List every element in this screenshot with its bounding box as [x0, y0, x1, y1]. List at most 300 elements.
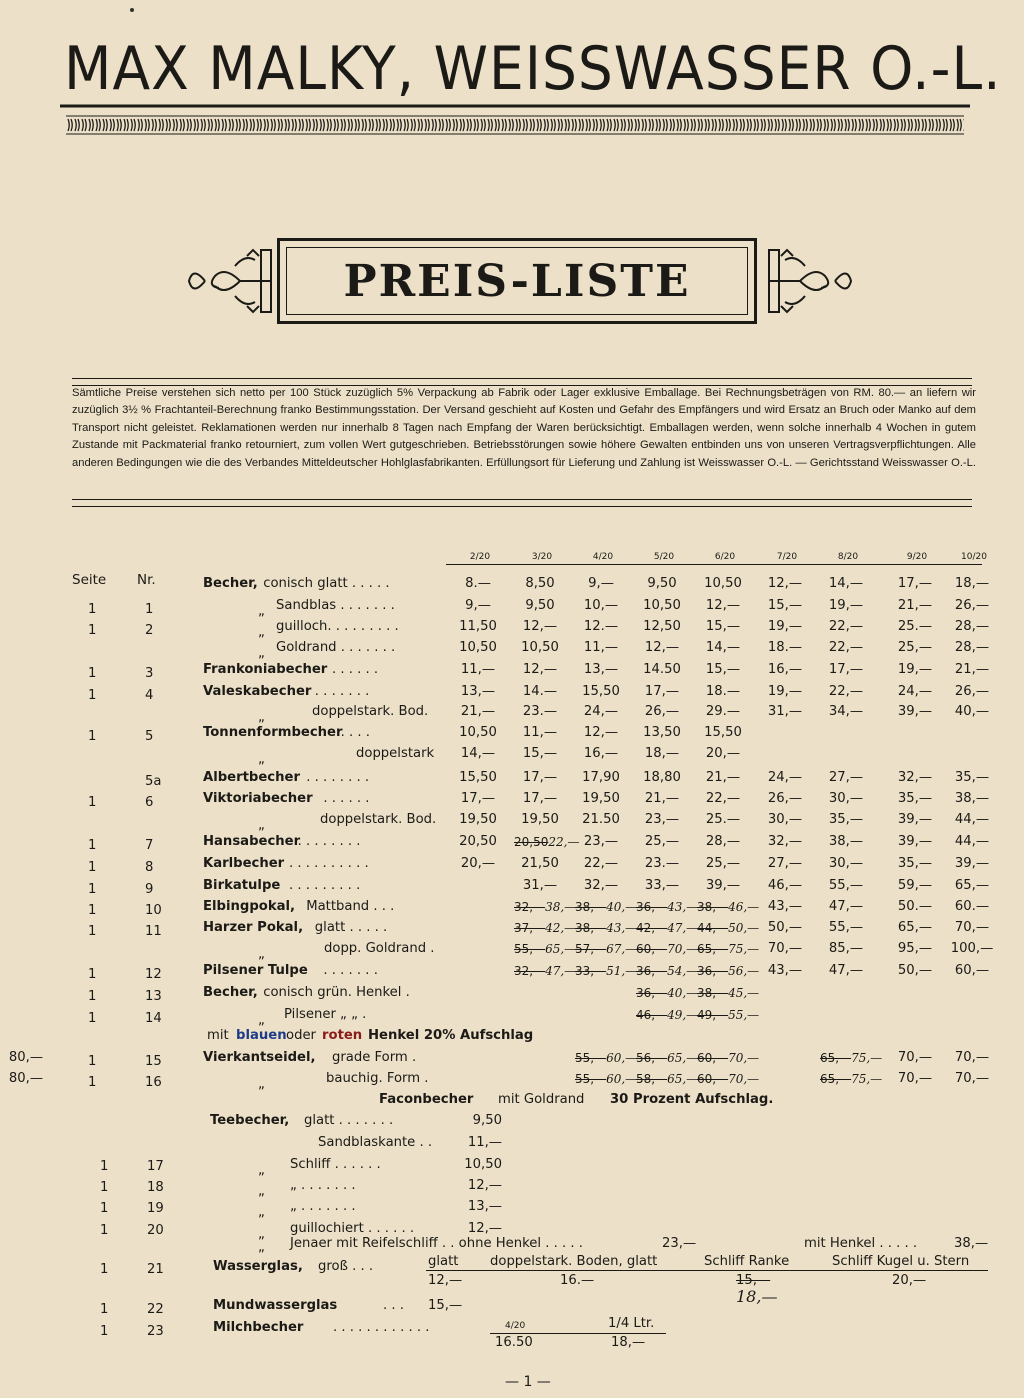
item-description: conisch glatt . . . . . [263, 576, 390, 591]
row-nr: 3 [145, 666, 154, 681]
price-cell-7: 30,— [828, 791, 864, 806]
item-name: Milchbecher [213, 1320, 304, 1335]
terms-rule-bottom [72, 499, 972, 507]
item-description: dopp. Goldrand . [324, 941, 435, 956]
price-cell-8: 59,— [897, 878, 933, 893]
milch-nr: 23 [147, 1324, 164, 1339]
price-cell-2: 20,5022,— [514, 835, 580, 849]
price-cell-7: 47,— [828, 899, 864, 914]
price-cell-3: 55,—60,— [575, 1051, 638, 1065]
price-cell-8: 50,— [897, 963, 933, 978]
milch-price-2: 18,— [611, 1335, 646, 1350]
price-cell-7: 47,— [828, 963, 864, 978]
ditto-mark: „ [258, 947, 265, 962]
price-cell-7: 85,— [828, 941, 864, 956]
price-cell-6: 15,— [767, 598, 803, 613]
price-cell-3: 24,— [583, 704, 619, 719]
price-cell-3: 17,90 [582, 770, 620, 785]
henkel-note-red: roten [322, 1028, 363, 1043]
price-cell-6: 70,— [767, 941, 803, 956]
price-cell-9: 70,— [954, 1050, 990, 1065]
item-description: doppelstark. Bod. [312, 704, 429, 719]
row-seite: 1 [88, 903, 97, 918]
item-name: Tonnenformbecher [203, 725, 343, 740]
price-cell-6: 27,— [767, 856, 803, 871]
price-cell-2: 8,50 [525, 576, 555, 591]
price-cell-8: 35,— [897, 856, 933, 871]
row-nr: 15 [145, 1054, 162, 1069]
price-cell-7: 55,— [828, 920, 864, 935]
row-seite: 1 [88, 838, 97, 853]
price-cell-3: 10,— [583, 598, 619, 613]
price-cell-1: 11,50 [459, 619, 497, 634]
row-seite: 1 [88, 729, 97, 744]
item-description: „ . . . . . . . [290, 1178, 356, 1193]
price-cell-2: 31,— [522, 878, 558, 893]
title-frame [277, 238, 757, 324]
price-cell-2: 19,50 [521, 812, 559, 827]
row-seite: 1 [88, 666, 97, 681]
row-nr: 4 [145, 688, 154, 703]
size-header-4: 5/20 [653, 552, 675, 562]
price-cell-4: 26,— [644, 704, 680, 719]
price-cell-9: 100,— [950, 941, 994, 956]
item-description: grade Form . [332, 1050, 417, 1065]
page-number: — 1 — [505, 1374, 551, 1390]
milch-header-1: 4/20 [505, 1321, 526, 1331]
item-name: Albertbecher [203, 770, 300, 785]
price-cell-3: 33,—51,— [575, 964, 638, 978]
price-cell-4: 12,50 [643, 619, 681, 634]
price-cell-2: 12,— [522, 662, 558, 677]
price-cell-8: 24,— [897, 684, 933, 699]
item-description: . . . . . . [323, 791, 370, 806]
price-cell-2: 17,— [522, 770, 558, 785]
price-cell-9: 28,— [954, 619, 990, 634]
price-cell-4: 33,— [644, 878, 680, 893]
item-description: . . . . . . . . [306, 770, 370, 785]
price-cell-4: 56,—65,— [636, 1051, 699, 1065]
price-cell-2: 55,—65,— [514, 942, 577, 956]
price-cell-1: 17,— [460, 791, 496, 806]
price-cell-3: 21.50 [582, 812, 620, 827]
price-cell-9: 38,— [954, 791, 990, 806]
price-cell-4: 36,—54,— [636, 964, 699, 978]
price-cell-8: 65,— [897, 920, 933, 935]
henkel-note-blue: blauen [236, 1028, 287, 1043]
price-cell-9: 26,— [954, 598, 990, 613]
price-cell-5: 65,—75,— [697, 942, 760, 956]
item-name: Hansabecher [203, 834, 301, 849]
ornamental-header-rule [60, 104, 970, 138]
price-cell-7: 55,— [828, 878, 864, 893]
price-cell-6: 12,— [767, 576, 803, 591]
price-cell-8: 39,— [897, 704, 933, 719]
milch-header-2: 1/4 Ltr. [608, 1316, 655, 1331]
item-description: Schliff . . . . . . [290, 1157, 381, 1172]
tee-nr: 20 [147, 1223, 164, 1238]
item-description: . . . . . . . . . [289, 878, 361, 893]
price-cell-4: 12,— [644, 640, 680, 655]
price-cell-9: 60.— [954, 899, 990, 914]
price-cell-5: 38,—46,— [697, 900, 760, 914]
price-cell-8: 19,— [897, 662, 933, 677]
item-name: Viktoriabecher [203, 791, 313, 806]
price-cell-6: 18.— [767, 640, 803, 655]
left-scroll-ornament [185, 246, 273, 316]
price-cell-9: 18,— [954, 576, 990, 591]
item-description: conisch grün. Henkel . [263, 985, 410, 1000]
mundwasser-seite: 1 [100, 1302, 109, 1317]
item-name: Becher, [203, 985, 258, 1000]
price-cell-9: 65,— [954, 878, 990, 893]
wasserglas-price-1: 12,— [428, 1273, 463, 1288]
price-cell-1: 8.— [465, 576, 491, 591]
price-cell-9: 26,— [954, 684, 990, 699]
firm-title: MAX MALKY, WEISSWASSER O.-L. [64, 34, 1002, 104]
wasserglas-header-rule [426, 1270, 988, 1271]
tee-price: 10,50 [464, 1157, 502, 1172]
row-nr: 8 [145, 860, 154, 875]
item-description: doppelstark [356, 746, 435, 761]
price-cell-3: 9,— [588, 576, 614, 591]
price-cell-2: 11,— [522, 725, 558, 740]
price-cell-5: 60,—70,— [697, 1072, 760, 1086]
row-seite: 1 [88, 688, 97, 703]
price-cell-6: 43,— [767, 963, 803, 978]
price-cell-8: 39,— [897, 834, 933, 849]
price-cell-6: 46,— [767, 878, 803, 893]
price-cell-1: 20,— [460, 856, 496, 871]
price-cell-9: 60,— [954, 963, 990, 978]
price-cell-6: 19,— [767, 619, 803, 634]
price-cell-3: 32,— [583, 878, 619, 893]
price-cell-4: 18,— [644, 746, 680, 761]
price-cell-2: 32,—47,— [514, 964, 577, 978]
item-name: Becher, [203, 576, 258, 591]
row-nr: 12 [145, 967, 162, 982]
row-seite: 1 [88, 1054, 97, 1069]
price-cell-4: 25,— [644, 834, 680, 849]
price-cell-5: 10,50 [704, 576, 742, 591]
tee-seite: 1 [100, 1223, 109, 1238]
price-cell-8: 95,— [897, 941, 933, 956]
row-seite: 1 [88, 623, 97, 638]
price-cell-4: 9,50 [647, 576, 677, 591]
item-description: . . . . . . [332, 662, 379, 677]
item-description: glatt . . . . . . . [304, 1113, 394, 1128]
size-header-5: 6/20 [714, 552, 736, 562]
item-description: Sandblaskante . . [318, 1135, 433, 1150]
price-cell-1: 15,50 [459, 770, 497, 785]
price-cell-1: 19,50 [459, 812, 497, 827]
price-cell-5: 39,— [705, 878, 741, 893]
item-description: . . . . . . . . [297, 834, 361, 849]
price-cell-5: 44,—50,— [697, 921, 760, 935]
wasserglas-nr: 21 [147, 1262, 164, 1277]
henkel-note-mid: oder [286, 1028, 316, 1043]
faconbecher-text: mit Goldrand [498, 1092, 585, 1107]
price-cell-9: 70,— [954, 1071, 990, 1086]
price-cell-5: 14,— [705, 640, 741, 655]
price-cell-4: 23.— [644, 856, 680, 871]
price-cell-7: 30,— [828, 856, 864, 871]
row-seite: 1 [88, 924, 97, 939]
tee-price: 9,50 [472, 1113, 502, 1128]
ditto-mark: „ [258, 1240, 265, 1255]
item-description: Sandblas . . . . . . . [276, 598, 395, 613]
item-description: . . . . [340, 725, 370, 740]
price-cell-9: 40,— [954, 704, 990, 719]
item-name: Valeskabecher [203, 684, 312, 699]
tee-price: 11,— [467, 1135, 502, 1150]
price-cell-1: 10,50 [459, 640, 497, 655]
price-cell-7: 22,— [828, 684, 864, 699]
ditto-mark: „ [258, 604, 265, 619]
price-cell-5: 25,— [705, 856, 741, 871]
size-header-7: 8/20 [837, 552, 859, 562]
row-seite: 1 [88, 602, 97, 617]
faconbecher-surcharge: 30 Prozent Aufschlag. [610, 1092, 774, 1107]
price-cell-2: 9,50 [525, 598, 555, 613]
row-nr: 10 [145, 903, 162, 918]
price-cell-8: 25.— [897, 619, 933, 634]
price-cell-4: 13,50 [643, 725, 681, 740]
price-cell-3: 22,— [583, 856, 619, 871]
row-seite: 1 [88, 1011, 97, 1026]
price-cell-9: 44,— [954, 834, 990, 849]
price-cell-5: 36,—56,— [697, 964, 760, 978]
tee-seite: 1 [100, 1201, 109, 1216]
tee-price: 12,— [467, 1178, 502, 1193]
price-cell-3: 23,— [583, 834, 619, 849]
item-description: Pilsener „ „ . [284, 1007, 367, 1022]
price-cell-6: 16,— [767, 662, 803, 677]
price-cell-5: 22,— [705, 791, 741, 806]
price-cell-8: 70,— [897, 1050, 933, 1065]
ditto-mark: „ [258, 1077, 265, 1092]
price-cell-4: 17,— [644, 684, 680, 699]
price-cell-6: 24,— [767, 770, 803, 785]
price-cell-5: 15,— [705, 619, 741, 634]
wasserglas-seite: 1 [100, 1262, 109, 1277]
item-description: . . . . . . . . . . [289, 856, 369, 871]
item-name: Karlbecher [203, 856, 285, 871]
item-description: guilloch. . . . . . . . . [276, 619, 399, 634]
price-cell-4: 21,— [644, 791, 680, 806]
price-cell-6: 32,— [767, 834, 803, 849]
price-cell-8: 50.— [897, 899, 933, 914]
price-cell-3: 11,— [583, 640, 619, 655]
milch-header-rule [490, 1333, 666, 1334]
price-cell-4: 60,—70,— [636, 942, 699, 956]
price-cell-8: 32,— [897, 770, 933, 785]
item-description: Goldrand . . . . . . . [276, 640, 396, 655]
row-nr: 5 [145, 729, 154, 744]
price-cell-8: 70,— [897, 1071, 933, 1086]
wasserglas-header-3: Schliff Ranke [704, 1254, 790, 1269]
row-nr: 2 [145, 623, 154, 638]
row-nr: 11 [145, 924, 162, 939]
tee-price: 12,— [467, 1221, 502, 1236]
item-name: Birkatulpe [203, 878, 281, 893]
item-description: doppelstark. Bod. [320, 812, 437, 827]
price-cell-3: 38,—43,— [575, 921, 638, 935]
row-nr: 14 [145, 1011, 162, 1026]
tee-seite: 1 [100, 1180, 109, 1195]
price-cell-9: 44,— [954, 812, 990, 827]
price-cell-4: 23,— [644, 812, 680, 827]
price-cell-5: 60,—70,— [697, 1051, 760, 1065]
price-cell-8: 25,— [897, 640, 933, 655]
row-seite: 1 [88, 860, 97, 875]
item-description: . . . [383, 1298, 404, 1313]
price-cell-NaN: 80,— [8, 1050, 44, 1065]
ditto-mark: „ [258, 752, 265, 767]
price-cell-9: 21,— [954, 662, 990, 677]
price-cell-3: 19,50 [582, 791, 620, 806]
price-cell-2: 12,— [522, 619, 558, 634]
price-cell-5: 38,—45,— [697, 986, 760, 1000]
size-header-rule [446, 564, 982, 565]
price-cell-6: 19,— [767, 684, 803, 699]
column-header-seite: Seite [72, 572, 107, 588]
price-cell-6: 26,— [767, 791, 803, 806]
size-header-9: 10/20 [961, 552, 987, 562]
page-title: PREIS-LISTE [343, 255, 691, 307]
item-name: Mundwasserglas [213, 1298, 338, 1313]
price-cell-5: 49,—55,— [697, 1008, 760, 1022]
item-description: „ . . . . . . . [290, 1199, 356, 1214]
price-cell-2: 32,—38,— [514, 900, 577, 914]
item-name: Teebecher, [210, 1113, 290, 1128]
ditto-mark: „ [258, 1184, 265, 1199]
tee-nr: 19 [147, 1201, 164, 1216]
jenaer-price-mit: 38,— [954, 1236, 989, 1251]
price-cell-6: 50,— [767, 920, 803, 935]
item-description: guillochiert . . . . . . [290, 1221, 415, 1236]
price-cell-4: 10,50 [643, 598, 681, 613]
ink-speck [130, 8, 134, 12]
price-cell-7: 65,—75,— [820, 1051, 883, 1065]
faconbecher-name: Faconbecher [379, 1092, 474, 1107]
item-name: Harzer Pokal, [203, 920, 304, 935]
item-name: Wasserglas, [213, 1259, 303, 1274]
price-cell-3: 38,—40,— [575, 900, 638, 914]
price-cell-3: 16,— [583, 746, 619, 761]
price-cell-3: 12.— [583, 619, 619, 634]
column-header-nr: Nr. [137, 572, 156, 588]
price-cell-4: 46,—49,— [636, 1008, 699, 1022]
wasserglas-header-4: Schliff Kugel u. Stern [832, 1254, 970, 1269]
mundwasser-nr: 22 [147, 1302, 164, 1317]
price-cell-1: 10,50 [459, 725, 497, 740]
size-header-6: 7/20 [776, 552, 798, 562]
price-cell-1: 11,— [460, 662, 496, 677]
ditto-mark: „ [258, 1013, 265, 1028]
price-cell-2: 21,50 [521, 856, 559, 871]
price-cell-8: 39,— [897, 812, 933, 827]
item-name: Pilsener Tulpe [203, 963, 308, 978]
price-cell-8: 35,— [897, 791, 933, 806]
wasserglas-price-2: 16.— [560, 1273, 595, 1288]
price-cell-7: 27,— [828, 770, 864, 785]
milch-price-1: 16.50 [495, 1335, 533, 1350]
tee-nr: 18 [147, 1180, 164, 1195]
price-cell-NaN: 80,— [8, 1071, 44, 1086]
tee-price: 13,— [467, 1199, 502, 1214]
price-cell-5: 18.— [705, 684, 741, 699]
price-cell-7: 19,— [828, 598, 864, 613]
item-description: . . . . . . . [314, 684, 370, 699]
item-name: Elbingpokal, [203, 899, 296, 914]
price-cell-2: 23.— [522, 704, 558, 719]
henkel-note-pre: mit [207, 1028, 229, 1043]
item-description: glatt . . . . . [314, 920, 388, 935]
row-nr: 5a [145, 774, 162, 789]
row-seite: 1 [88, 882, 97, 897]
size-header-8: 9/20 [906, 552, 928, 562]
price-cell-7: 34,— [828, 704, 864, 719]
price-cell-8: 21,— [897, 598, 933, 613]
row-nr: 16 [145, 1075, 162, 1090]
size-header-2: 3/20 [531, 552, 553, 562]
ditto-mark: „ [258, 710, 265, 725]
item-description: . . . . . . . . . . . . [333, 1320, 430, 1335]
item-name: Frankoniabecher [203, 662, 328, 677]
mundwasser-price: 15,— [428, 1298, 463, 1313]
wasserglas-header-2: doppelstark. Boden, glatt [490, 1254, 658, 1269]
price-cell-4: 58,—65,— [636, 1072, 699, 1086]
price-cell-9: 39,— [954, 856, 990, 871]
price-cell-7: 38,— [828, 834, 864, 849]
price-cell-5: 25.— [705, 812, 741, 827]
price-cell-9: 28,— [954, 640, 990, 655]
ditto-mark: „ [258, 646, 265, 661]
price-cell-1: 9,— [465, 598, 491, 613]
price-cell-3: 57,—67,— [575, 942, 638, 956]
milch-seite: 1 [100, 1324, 109, 1339]
item-description: Mattband . . . [306, 899, 395, 914]
right-scroll-ornament [767, 246, 855, 316]
size-header-1: 2/20 [469, 552, 491, 562]
price-cell-9: 35,— [954, 770, 990, 785]
wasserglas-price-4: 20,— [892, 1273, 927, 1288]
price-cell-4: 36,—40,— [636, 986, 699, 1000]
jenaer-text: Jenaer mit Reifelschliff . . ohne Henkel . . . . . [290, 1236, 584, 1251]
price-cell-7: 65,—75,— [820, 1072, 883, 1086]
henkel-note-post: Henkel 20% Aufschlag [368, 1028, 534, 1043]
row-nr: 13 [145, 989, 162, 1004]
row-nr: 1 [145, 602, 154, 617]
tee-seite: 1 [100, 1159, 109, 1174]
price-cell-2: 15,— [522, 746, 558, 761]
price-cell-5: 29.— [705, 704, 741, 719]
price-cell-5: 28,— [705, 834, 741, 849]
row-nr: 7 [145, 838, 154, 853]
row-seite: 1 [88, 989, 97, 1004]
price-cell-7: 22,— [828, 619, 864, 634]
row-nr: 9 [145, 882, 154, 897]
price-cell-5: 21,— [705, 770, 741, 785]
item-name: Vierkantseidel, [203, 1050, 316, 1065]
price-cell-3: 15,50 [582, 684, 620, 699]
row-seite: 1 [88, 967, 97, 982]
price-cell-4: 42,—47,— [636, 921, 699, 935]
size-header-3: 4/20 [592, 552, 614, 562]
row-seite: 1 [88, 1075, 97, 1090]
price-cell-1: 20,50 [459, 834, 497, 849]
